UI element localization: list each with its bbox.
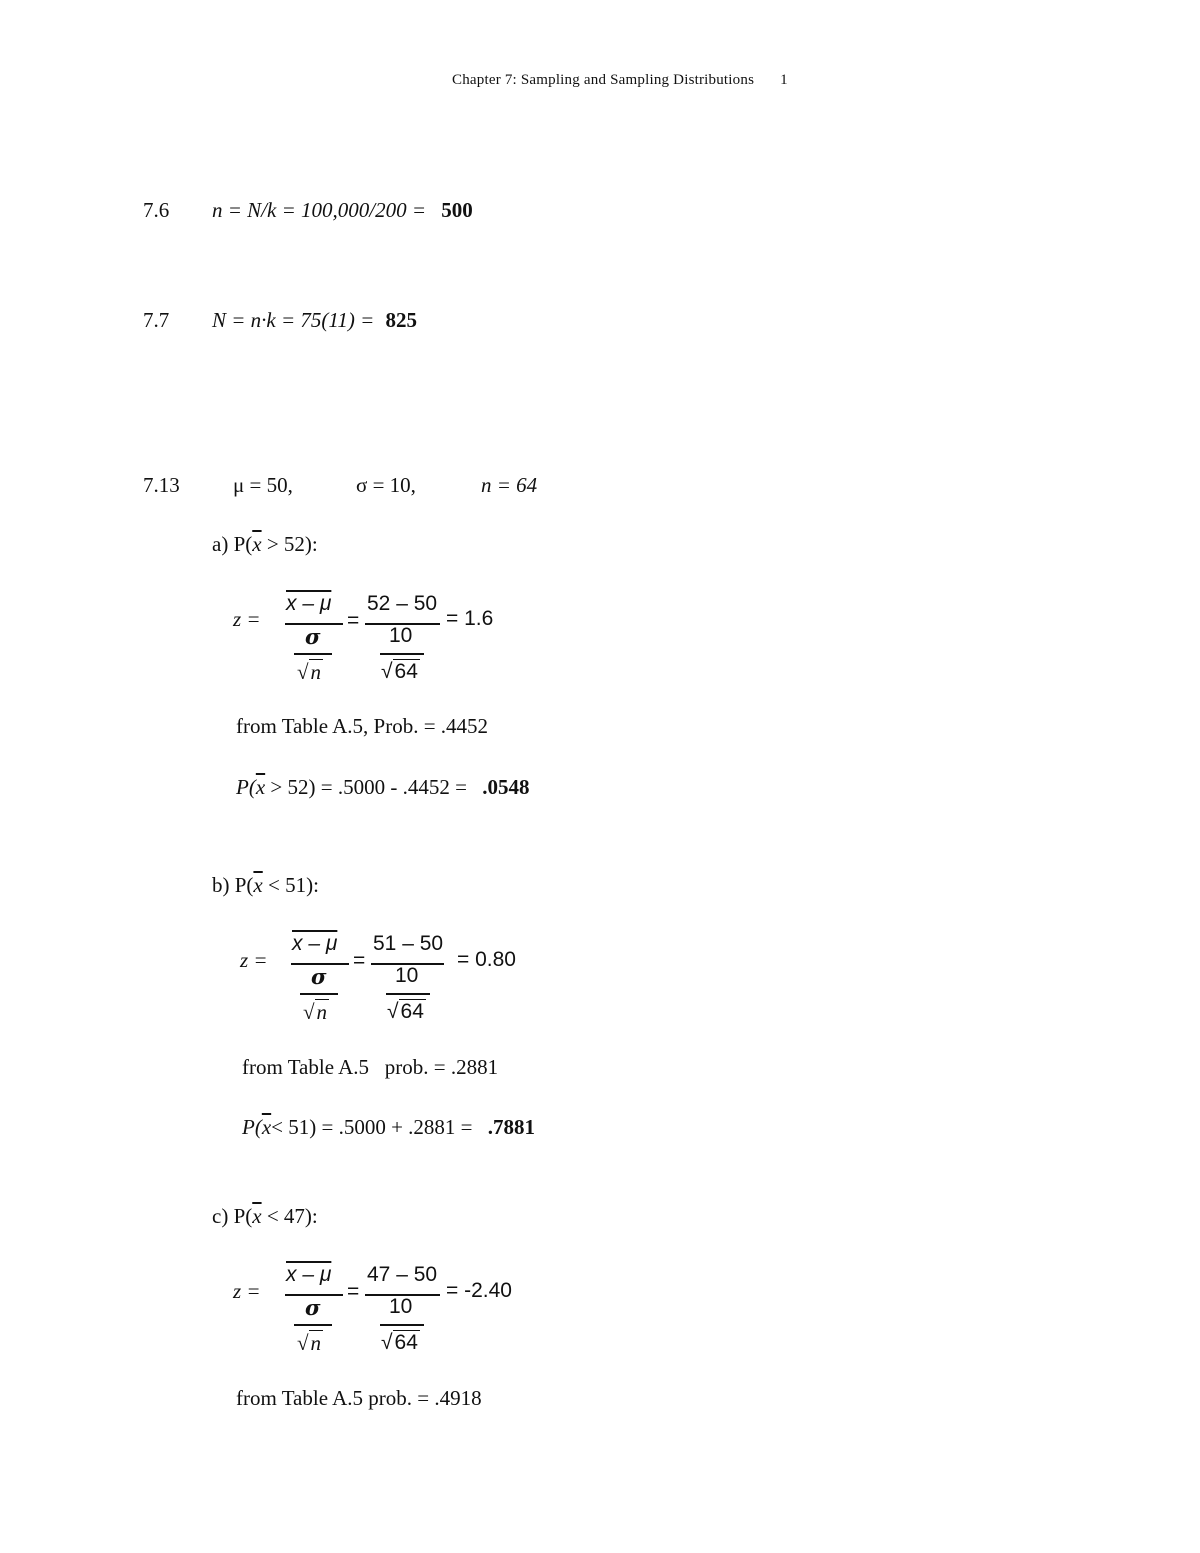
- header-title: Chapter 7: Sampling and Sampling Distributions: [452, 72, 755, 88]
- equals-1: =: [353, 949, 366, 972]
- page-header: [452, 72, 788, 89]
- problem-7-7: [143, 308, 169, 333]
- answer: .0548: [482, 775, 530, 799]
- fraction-1-numerator: x – μ: [286, 1263, 332, 1286]
- problem-7-6: [143, 198, 169, 223]
- problem-number: 7.6: [143, 198, 170, 222]
- fraction-1-numerator: x – μ: [292, 932, 338, 955]
- part-b-label: b) $P(\overline{x} < 51)$:: [212, 873, 319, 897]
- part-a-table-lookup: from Table A.5, Prob. = .4452: [236, 714, 489, 738]
- given-sigma: σ = 10,: [356, 473, 416, 497]
- fraction-1-sigma: σ: [305, 624, 321, 649]
- answer: .7881: [487, 1115, 536, 1139]
- fraction-2-root: √64: [387, 1000, 424, 1023]
- fraction-2-root: √64: [381, 660, 418, 683]
- problem-number: 7.13: [143, 473, 180, 497]
- equals-1: =: [347, 609, 360, 632]
- fraction-2-inner-top: 10: [389, 1295, 413, 1318]
- answer: 825: [385, 308, 418, 332]
- fraction-1-inner-bar: [294, 653, 332, 655]
- fraction-1-root: √n: [297, 660, 322, 684]
- fraction-1-root: √n: [303, 1000, 328, 1024]
- fraction-2-numerator: 47 – 50: [367, 1263, 438, 1286]
- fraction-2-numerator: 51 – 50: [373, 932, 444, 955]
- part-b-table-lookup: from Table A.5 prob. = .2881: [242, 1055, 499, 1079]
- part-c-label: c) $P(\overline{x} < 47)$:: [212, 1204, 318, 1228]
- problem-7-7-expression: [212, 308, 417, 333]
- fraction-2-inner-bar: [386, 993, 430, 995]
- fraction-1-numerator: x – μ: [286, 592, 332, 615]
- page-number: 1: [780, 72, 788, 88]
- problem-7-6-expression: [212, 198, 473, 223]
- fraction-2-numerator: 52 – 50: [367, 592, 438, 615]
- equals-1: =: [347, 1280, 360, 1303]
- z-result: = -2.40: [446, 1279, 512, 1302]
- problem-number: 7.7: [143, 308, 170, 332]
- expression: n = N/k = 100,000/200 =: [212, 198, 427, 222]
- fraction-2-inner-top: 10: [389, 624, 413, 647]
- fraction-2-inner-top: 10: [395, 964, 419, 987]
- fraction-1-sigma: σ: [305, 1295, 321, 1320]
- fraction-1-inner-bar: [294, 1324, 332, 1326]
- z-result: = 1.6: [446, 607, 494, 630]
- fraction-2-inner-bar: [380, 1324, 424, 1326]
- expression: N = n·k = 75(11) =: [212, 308, 375, 332]
- fraction-1-sigma: σ: [311, 964, 327, 989]
- fraction-1-root: √n: [297, 1331, 322, 1355]
- part-c-table-lookup: from Table A.5 prob. = .4918: [236, 1386, 482, 1410]
- fraction-2-inner-bar: [380, 653, 424, 655]
- problem-7-13: [143, 473, 180, 498]
- part-a-final: $P(\overline{x} > 52) = .5000 - .4452 = .0548$: [236, 775, 530, 799]
- fraction-1-inner-bar: [300, 993, 338, 995]
- fraction-2-root: √64: [381, 1331, 418, 1354]
- z-label: z =: [233, 607, 261, 631]
- given-n: n = 64: [481, 473, 538, 497]
- part-a-label: a) $P(\overline{x} > 52)$:: [212, 532, 318, 556]
- z-label: z =: [240, 948, 268, 972]
- answer: 500: [441, 198, 473, 222]
- part-b-final: $P(\overline{x}< 51) = .5000 + .2881 = .7881$: [242, 1115, 536, 1139]
- z-result: = 0.80: [457, 948, 516, 971]
- z-label: z =: [233, 1279, 261, 1303]
- given-mu: μ = 50,: [233, 473, 293, 497]
